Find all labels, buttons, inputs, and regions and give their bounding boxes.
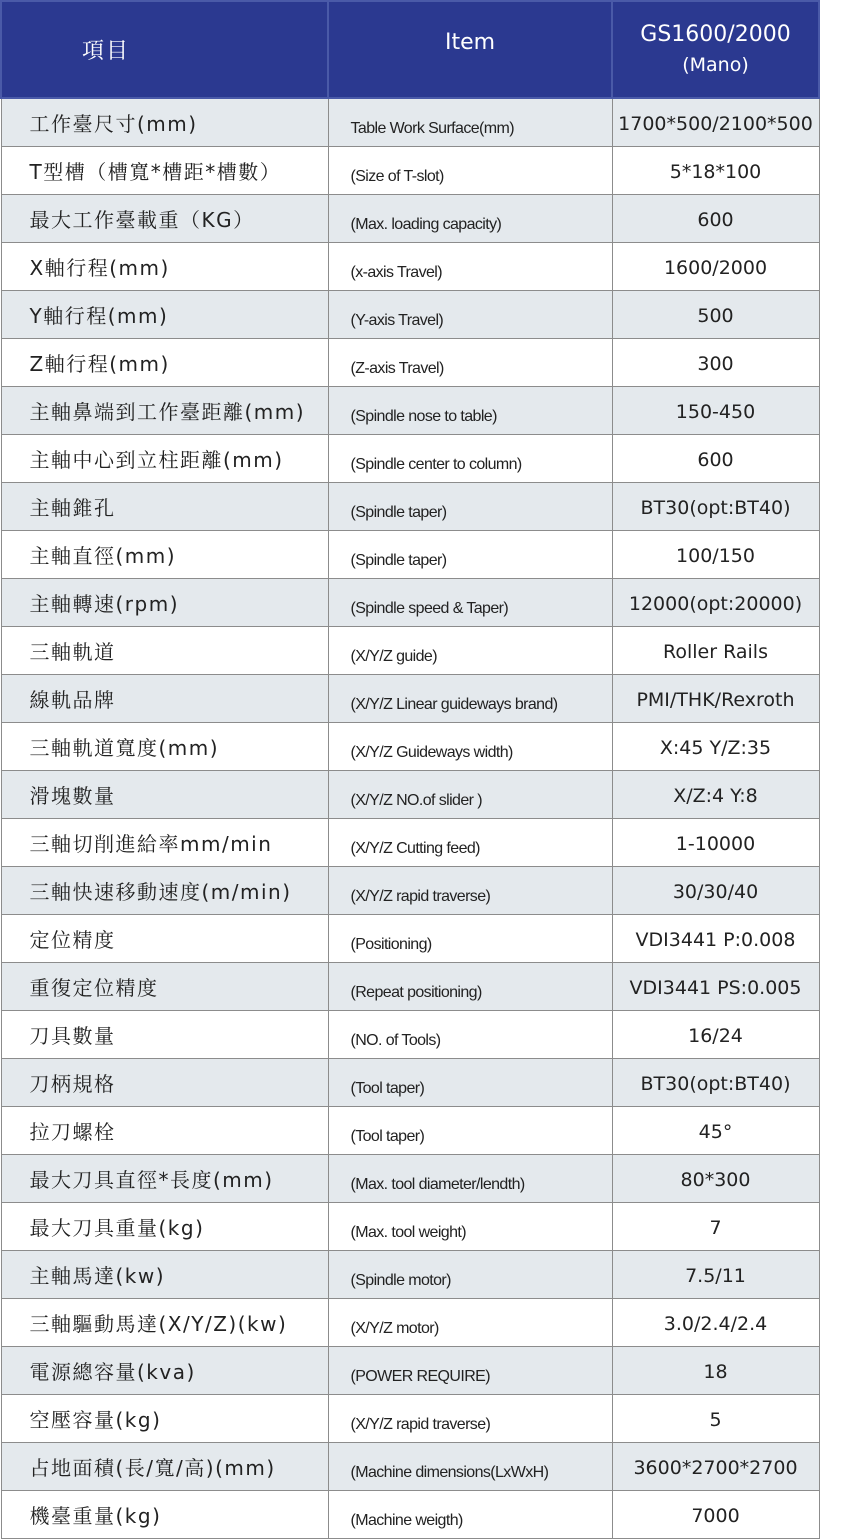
table-row [1, 962, 819, 1010]
table-row [1, 290, 819, 338]
spec-label-en: (Max. loading capacity) [328, 194, 612, 242]
spec-value: 7000 [612, 1490, 819, 1538]
spec-label-en: (X/Y/Z Guideways width) [328, 722, 612, 770]
spec-value: VDI3441 P:0.008 [612, 914, 819, 962]
spec-value: 45° [612, 1106, 819, 1154]
spec-label-zh: 重復定位精度 [1, 962, 328, 1010]
spec-label-zh: 三軸切削進給率mm/min [1, 818, 328, 866]
spec-label-zh: 工作臺尺寸(mm) [1, 98, 328, 146]
table-header [1, 1, 819, 98]
spec-label-en: (Z-axis Travel) [328, 338, 612, 386]
spec-label-en: Table Work Surface(mm) [328, 98, 612, 146]
header-model-name: GS1600/2000 [640, 21, 791, 47]
header-model [612, 1, 819, 98]
header-item-en: Item [328, 1, 612, 98]
spec-label-en: (POWER REQUIRE) [328, 1346, 612, 1394]
spec-value: Roller Rails [612, 626, 819, 674]
spec-label-en: (Repeat positioning) [328, 962, 612, 1010]
spec-value: X/Z:4 Y:8 [612, 770, 819, 818]
spec-label-en: (Tool taper) [328, 1058, 612, 1106]
table-row [1, 1154, 819, 1202]
spec-label-zh: 三軸驅動馬達(X/Y/Z)(kw) [1, 1298, 328, 1346]
spec-label-zh: 定位精度 [1, 914, 328, 962]
spec-label-zh: 主軸鼻端到工作臺距離(mm) [1, 386, 328, 434]
spec-value: 100/150 [612, 530, 819, 578]
table-row [1, 434, 819, 482]
table-row [1, 770, 819, 818]
table-row [1, 626, 819, 674]
table-row [1, 722, 819, 770]
table-row [1, 1490, 819, 1538]
spec-label-en: (Y-axis Travel) [328, 290, 612, 338]
spec-label-zh: Z軸行程(mm) [1, 338, 328, 386]
spec-label-en: (Max. tool diameter/lendth) [328, 1154, 612, 1202]
spec-value: 3.0/2.4/2.4 [612, 1298, 819, 1346]
spec-label-en: (Size of T-slot) [328, 146, 612, 194]
spec-label-zh: 三軸軌道寬度(mm) [1, 722, 328, 770]
spec-value: 500 [612, 290, 819, 338]
table-row [1, 1106, 819, 1154]
spec-label-en: (Max. tool weight) [328, 1202, 612, 1250]
spec-value: 7.5/11 [612, 1250, 819, 1298]
spec-label-zh: 占地面積(長/寬/高)(mm) [1, 1442, 328, 1490]
spec-value: 1-10000 [612, 818, 819, 866]
table-row [1, 818, 819, 866]
spec-label-zh: 主軸中心到立柱距離(mm) [1, 434, 328, 482]
spec-value: 1600/2000 [612, 242, 819, 290]
spec-label-zh: Y軸行程(mm) [1, 290, 328, 338]
spec-value: 30/30/40 [612, 866, 819, 914]
spec-label-zh: 主軸轉速(rpm) [1, 578, 328, 626]
spec-value: VDI3441 PS:0.005 [612, 962, 819, 1010]
spec-label-zh: 拉刀螺栓 [1, 1106, 328, 1154]
spec-label-en: (Tool taper) [328, 1106, 612, 1154]
table-row [1, 1442, 819, 1490]
table-row [1, 146, 819, 194]
spec-label-en: (Spindle speed & Taper) [328, 578, 612, 626]
spec-label-zh: T型槽（槽寬*槽距*槽數） [1, 146, 328, 194]
table-row [1, 1202, 819, 1250]
table-row [1, 1010, 819, 1058]
spec-value: 12000(opt:20000) [612, 578, 819, 626]
spec-value: 5 [612, 1394, 819, 1442]
spec-value: 300 [612, 338, 819, 386]
table-row [1, 578, 819, 626]
spec-label-en: (X/Y/Z rapid traverse) [328, 1394, 612, 1442]
spec-value: 16/24 [612, 1010, 819, 1058]
spec-value: BT30(opt:BT40) [612, 1058, 819, 1106]
table-row [1, 1058, 819, 1106]
spec-label-en: (X/Y/Z guide) [328, 626, 612, 674]
spec-label-en: (X/Y/Z Linear guideways brand) [328, 674, 612, 722]
spec-label-zh: 刀具數量 [1, 1010, 328, 1058]
table-row [1, 338, 819, 386]
table-row [1, 1250, 819, 1298]
spec-label-en: (x-axis Travel) [328, 242, 612, 290]
table-row [1, 674, 819, 722]
table-row [1, 1298, 819, 1346]
spec-label-en: (Machine weigth) [328, 1490, 612, 1538]
spec-label-en: (Spindle center to column) [328, 434, 612, 482]
spec-label-zh: 刀柄規格 [1, 1058, 328, 1106]
table-row [1, 98, 819, 146]
spec-label-en: (X/Y/Z Cutting feed) [328, 818, 612, 866]
spec-value: 150-450 [612, 386, 819, 434]
table-body [1, 98, 819, 1538]
spec-label-zh: 最大刀具直徑*長度(mm) [1, 1154, 328, 1202]
header-model-sub: (Mano) [682, 53, 749, 76]
spec-label-zh: 線軌品牌 [1, 674, 328, 722]
spec-value: PMI/THK/Rexroth [612, 674, 819, 722]
table-row [1, 1394, 819, 1442]
spec-label-zh: 主軸錐孔 [1, 482, 328, 530]
spec-value: BT30(opt:BT40) [612, 482, 819, 530]
spec-label-en: (Machine dimensions(LxWxH) [328, 1442, 612, 1490]
spec-label-zh: 最大刀具重量(kg) [1, 1202, 328, 1250]
spec-value: 600 [612, 434, 819, 482]
table-row [1, 482, 819, 530]
table-row [1, 1346, 819, 1394]
table-row [1, 914, 819, 962]
spec-label-zh: 空壓容量(kg) [1, 1394, 328, 1442]
spec-label-zh: X軸行程(mm) [1, 242, 328, 290]
spec-label-zh: 三軸軌道 [1, 626, 328, 674]
spec-label-zh: 主軸直徑(mm) [1, 530, 328, 578]
spec-label-en: (Positioning) [328, 914, 612, 962]
spec-label-en: (NO. of Tools) [328, 1010, 612, 1058]
spec-label-en: (Spindle taper) [328, 482, 612, 530]
spec-value: 5*18*100 [612, 146, 819, 194]
spec-label-zh: 主軸馬達(kw) [1, 1250, 328, 1298]
spec-value: X:45 Y/Z:35 [612, 722, 819, 770]
spec-label-en: (X/Y/Z motor) [328, 1298, 612, 1346]
spec-label-en: (X/Y/Z rapid traverse) [328, 866, 612, 914]
table-row [1, 866, 819, 914]
table-row [1, 194, 819, 242]
header-item-zh: 項目 [1, 1, 328, 98]
spec-label-en: (Spindle nose to table) [328, 386, 612, 434]
spec-label-zh: 滑塊數量 [1, 770, 328, 818]
spec-value: 600 [612, 194, 819, 242]
table-row [1, 530, 819, 578]
spec-value: 80*300 [612, 1154, 819, 1202]
spec-value: 7 [612, 1202, 819, 1250]
spec-label-zh: 最大工作臺載重（KG） [1, 194, 328, 242]
spec-label-en: (X/Y/Z NO.of slider ) [328, 770, 612, 818]
spec-label-en: (Spindle motor) [328, 1250, 612, 1298]
spec-value: 3600*2700*2700 [612, 1442, 819, 1490]
spec-label-zh: 機臺重量(kg) [1, 1490, 328, 1538]
table-row [1, 242, 819, 290]
spec-label-en: (Spindle taper) [328, 530, 612, 578]
spec-value: 1700*500/2100*500 [612, 98, 819, 146]
spec-label-zh: 電源總容量(kva) [1, 1346, 328, 1394]
spec-label-zh: 三軸快速移動速度(m/min) [1, 866, 328, 914]
spec-value: 18 [612, 1346, 819, 1394]
header-row [1, 1, 819, 98]
table-row [1, 386, 819, 434]
